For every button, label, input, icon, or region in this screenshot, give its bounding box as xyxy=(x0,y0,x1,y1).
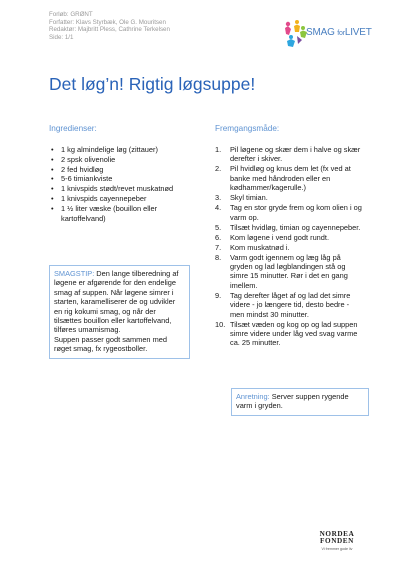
taste-tip-box xyxy=(49,265,190,359)
step-number: 8. xyxy=(215,252,222,262)
meta-authors: Forfatter: Klavs Styrbæk, Ole G. Mouritsen xyxy=(49,18,166,26)
meta-page: Side: 1/1 xyxy=(49,33,74,41)
step-text: Tag derefter låget af og lad det simre videre - jo længere tid, desto bedre - men mindst 30 minutter. xyxy=(230,290,351,319)
step-text: Tilsæt hvidløg, timian og cayennepeber. xyxy=(230,222,361,232)
step-number: 9. xyxy=(215,290,222,300)
step-text: Varm godt igennem og læg låg på gryden og lad løgblandingen stå og simre 15 minutter. Rør i det en gang imellem. xyxy=(230,252,348,290)
step-number: 3. xyxy=(215,193,222,203)
step-text: Tilsæt væden og kog op og lad suppen simre videre under låg ved svag varme ca. 25 minutter. xyxy=(230,319,358,348)
tip-text: Den lange tilberedning af løgene er afgørende for den endelige smag af suppen. Når løgene simrer i starten, karamelliserer de og udvikler en rig kokumi smag, og når der tilsættes bouillon eller kartoffelvand, tilføres umamismag. xyxy=(54,269,179,335)
list-item: • 1 ½ liter væske (bouillon eller kartoffelvand) xyxy=(49,204,199,224)
tip-label: SMAGSTIP: xyxy=(54,269,95,278)
ingredients-heading: Ingredienser: xyxy=(49,124,97,133)
step-number: 10. xyxy=(215,319,226,329)
list-item: • 2 spsk olivenolie xyxy=(49,155,199,165)
list-item: • 1 kg almindelige løg (zittauer) xyxy=(49,145,199,155)
sponsor-name-2: FONDEN xyxy=(320,537,354,546)
step-number: 7. xyxy=(215,242,222,252)
step-number: 6. xyxy=(215,232,222,242)
list-item xyxy=(215,291,363,319)
meta-course: Forløb: GRØNT xyxy=(49,11,93,18)
page-title: Det løg’n! Rigtig løgsuppe! xyxy=(49,74,256,94)
meta-editors: Redaktør: Majbritt Pless, Cathrine Terkelsen xyxy=(49,26,170,34)
ingredients-list xyxy=(49,145,199,223)
list-item: • 2 fed hvidløg xyxy=(49,165,199,175)
list-item xyxy=(215,203,363,222)
method-steps xyxy=(215,145,363,348)
nordea-fonden-logo xyxy=(315,531,359,551)
tip-text-2: Suppen passer godt sammen med røget smag, fx rygeostboller. xyxy=(54,334,167,354)
list-item xyxy=(215,164,363,192)
step-text: Kom muskatnød i. xyxy=(230,242,290,252)
list-item: • 5-6 timiankviste xyxy=(49,174,199,184)
step-text: Skyl timian. xyxy=(230,193,268,203)
list-item xyxy=(215,243,363,252)
sponsor-tagline: Vi fremmer gode liv xyxy=(321,546,353,551)
list-item xyxy=(215,223,363,232)
list-item xyxy=(215,145,363,164)
step-number: 4. xyxy=(215,203,222,213)
list-item: • 1 knivspids stødt/revet muskatnød xyxy=(49,184,199,194)
serving-text: Server suppen rygende varm i gryden. xyxy=(236,392,349,411)
list-item xyxy=(215,193,363,202)
serving-box xyxy=(231,388,369,416)
serving-label: Anretning: xyxy=(236,392,270,401)
step-text: Pil løgene og skær dem i halve og skær derefter i skiver. xyxy=(230,145,361,164)
list-item xyxy=(215,320,363,348)
method-heading: Fremgangsmåde: xyxy=(215,124,280,133)
document-meta xyxy=(49,11,170,41)
list-item xyxy=(215,233,363,242)
step-number: 2. xyxy=(215,164,222,174)
step-text: Tag en stor gryde frem og kom olien i og varm op. xyxy=(230,203,362,222)
list-item xyxy=(215,253,363,291)
sponsor-name-1: NORDEA xyxy=(319,530,355,538)
step-text: Kom løgene i vend godt rundt. xyxy=(230,232,330,242)
step-text: Pil hvidløg og knus dem let (fx ved at banke med håndroden eller en kødhammer/kagerulle.) xyxy=(230,164,351,193)
logo-text: SMAG forLIVET xyxy=(306,27,372,38)
step-number: 1. xyxy=(215,145,222,154)
step-number: 5. xyxy=(215,222,222,232)
smag-for-livet-logo xyxy=(283,18,373,52)
list-item: • 1 knivspids cayennepeber xyxy=(49,194,199,204)
